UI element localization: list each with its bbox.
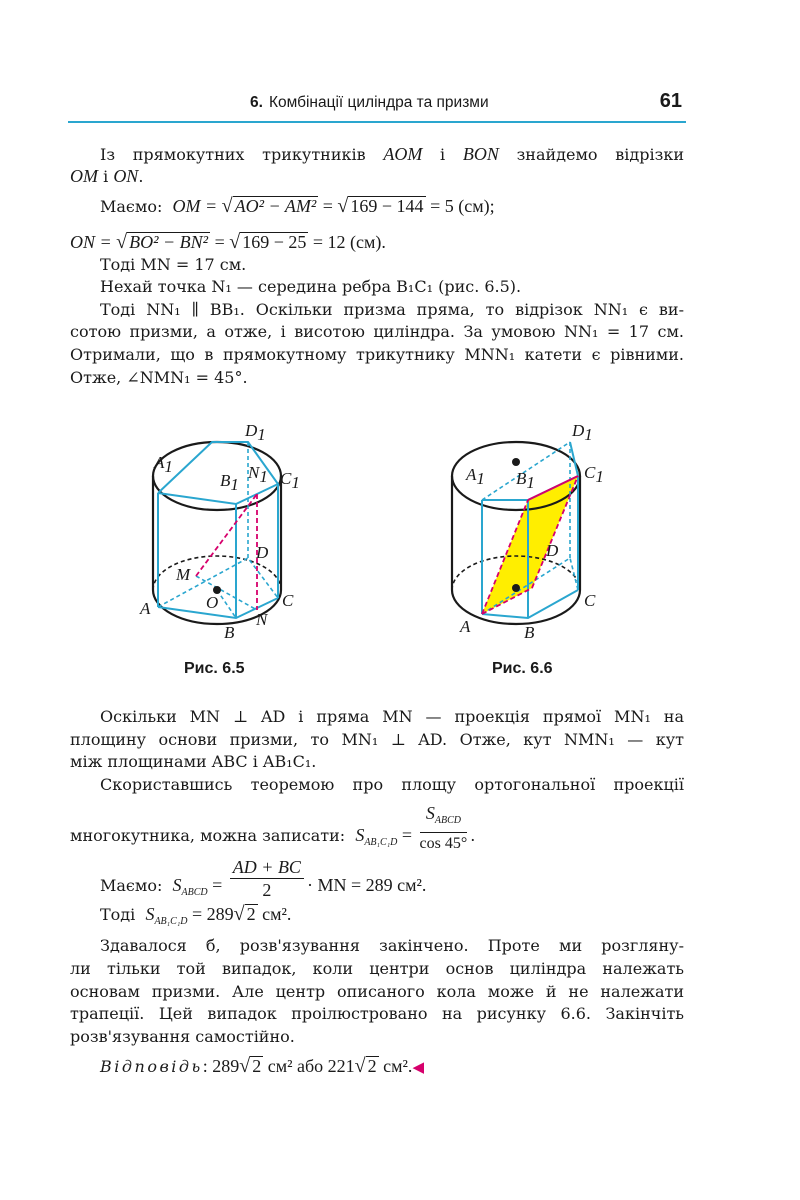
formula-area-trapezoid: Маємо: $S_{ABCD}$ = $\frac{AD + BC}{2}$ · MN = 289 см². [100, 857, 427, 900]
label-n: N [256, 610, 268, 629]
figure-6-5-caption: Рис. 6.5 [184, 660, 245, 677]
text-line: площину основи призми, то MN₁ ⊥ AD. Отже, кут NMN₁ — кут [70, 730, 684, 749]
label-c: C [584, 591, 596, 610]
figure-6-5 [130, 418, 320, 648]
chapter-number: 6. [250, 94, 263, 111]
point-top-center [512, 458, 520, 466]
page-number: 61 [659, 90, 682, 112]
label-d: D [546, 541, 559, 560]
figure-6-6-caption: Рис. 6.6 [492, 660, 553, 677]
text-line: Тоді NN₁ ∥ BB₁. Оскільки призма пряма, то відрізок NN₁ є ви- [100, 300, 684, 319]
text-line: трапеції. Цей випадок проілюстровано на рисунку 6.6. Закінчіть [70, 1004, 684, 1023]
label-n1: N1 [248, 463, 268, 486]
formula-projection: многокутника, можна записати: $S_{AB_1C_1D}$ = $\frac{S_{ABCD}}{\cos 45^\circ}$ . [70, 803, 476, 853]
section-fill [482, 476, 578, 614]
text-line: Із прямокутних трикутників AOM і BON знайдемо відрізки [100, 144, 684, 164]
label-c1: C1 [280, 469, 300, 492]
text-line: Отже, ∠NMN₁ = 45°. [70, 368, 248, 387]
chapter-title-text: Комбінації циліндра та призми [268, 94, 489, 111]
label-a: A [460, 617, 471, 636]
segment-ob [217, 590, 236, 618]
formula-on: ON = √ BO² − BN² = √ 169 − 25 = 12 (см). [70, 231, 386, 253]
text-line: Нехай точка N₁ — середина ребра B₁C₁ (рис. 6.5). [100, 277, 522, 296]
running-header [68, 92, 686, 124]
text-line: Здавалося б, розв'язування закінчено. Проте ми розгляну- [100, 936, 684, 955]
text-line: OM і ON. [70, 166, 144, 186]
answer-line: Відповідь: 289√ 2 см² або 221√ 2 см².◀ [100, 1055, 424, 1077]
label-b: B [224, 623, 235, 642]
chapter-title [250, 94, 489, 112]
header-rule [68, 121, 686, 123]
label-a1: A1 [466, 465, 485, 488]
text-line: основам призми. Але центр описаного кола може й не належати [70, 982, 684, 1001]
end-marker-icon: ◀ [412, 1058, 424, 1076]
label-o: O [206, 593, 219, 612]
formula-om: Маємо: OM = √ AO² − AM² = √ 169 − 144 = 5 (см); [100, 195, 495, 217]
label-b1: B1 [516, 469, 535, 492]
label-b: B [524, 623, 535, 642]
text-line: Отримали, що в прямокутному трикутнику MNN₁ катети є рівними. [70, 345, 684, 364]
text-line: Тоді MN = 17 см. [100, 255, 247, 274]
label-d1: D1 [572, 421, 593, 444]
point-bottom-center [512, 584, 520, 592]
text-line: Скориставшись теоремою про площу ортогональної проекції [100, 775, 684, 794]
text-line: розв'язування самостійно. [70, 1027, 295, 1046]
label-c: C [282, 591, 294, 610]
label-c1: C1 [584, 463, 604, 486]
label-m: M [176, 565, 191, 584]
text-line: Оскільки MN ⊥ AD і пряма MN — проекція прямої MN₁ на [100, 707, 684, 726]
text-line: сотою призми, а отже, і висотою циліндра. За умовою NN₁ = 17 см. [70, 322, 684, 341]
label-d: D [256, 543, 269, 562]
label-a1: A1 [154, 453, 173, 476]
label-b1: B1 [220, 471, 239, 494]
text-line: між площинами ABC і AB₁C₁. [70, 752, 317, 771]
label-a: A [140, 599, 151, 618]
figure-6-6 [440, 418, 630, 648]
label-d1: D1 [245, 421, 266, 444]
text-line: ли тільки той випадок, коли центри основ циліндра належать [70, 959, 684, 978]
formula-area-section: Тоді $S_{AB_1C_1D} = 289√$ 2 см². [100, 903, 292, 928]
